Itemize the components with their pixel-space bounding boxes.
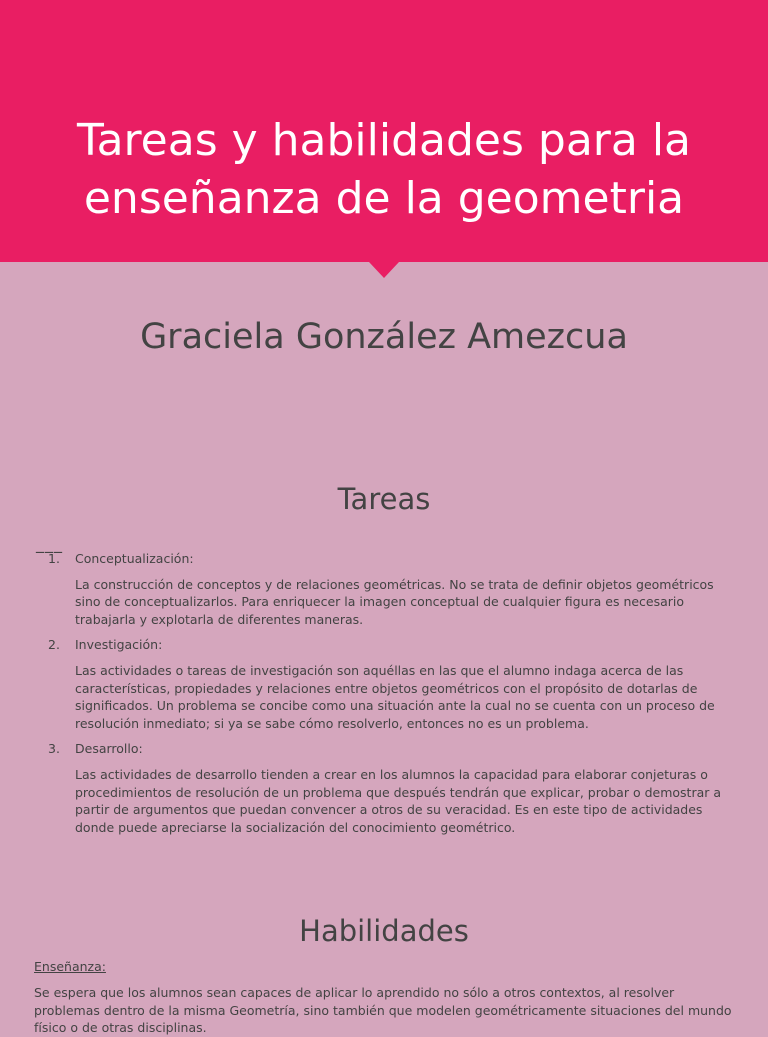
author-name: Graciela González Amezcua bbox=[140, 317, 628, 357]
list-number: 1. bbox=[48, 551, 60, 566]
list-item bbox=[48, 636, 738, 732]
list-number: 3. bbox=[48, 741, 60, 757]
habilidades-heading: Habilidades bbox=[299, 914, 469, 948]
page-title-line-2: enseñanza de la geometria bbox=[83, 173, 685, 224]
list-item-label: Investigación: bbox=[75, 637, 163, 653]
tareas-heading: Tareas bbox=[337, 482, 431, 516]
list-item bbox=[48, 550, 738, 628]
list-item-label: Desarrollo: bbox=[75, 741, 143, 757]
habilidades-intro: Enseñanza: bbox=[34, 959, 106, 974]
list-item-body: Las actividades de desarrollo tienden a crear en los alumnos la capacidad para elaborar conjeturas o procedimientos de resolución de un problema que después tendrán que explicar, probar o demostrar a partir de argumentos que puedan convencer a otros de su veracidad. Es en este tipo de actividades donde puede apreciarse la socialización del conocimiento geométrico. bbox=[75, 766, 722, 835]
page-title-line-1: Tareas y habilidades para la bbox=[76, 115, 692, 166]
tareas-list bbox=[48, 550, 738, 844]
title-banner bbox=[0, 0, 768, 262]
list-item-body: La construcción de conceptos y de relaciones geométricas. No se trata de definir objetos geométricos sino de conceptualizarlos. Para enriquecer la imagen conceptual de cualquier figura es necesario trabajarla y explotarla de diferentes maneras. bbox=[75, 576, 714, 627]
list-number: 2. bbox=[48, 637, 60, 653]
section-rule: ___ bbox=[36, 534, 63, 553]
page-title bbox=[0, 112, 768, 228]
list-item-body: Las actividades o tareas de investigación son aquéllas en las que el alumno indaga acerca de las características, propiedades y relaciones entre objetos geométricos con el propósito de dotarlas de significados. Un problema se concibe como una situación ante la cual no se cuenta con un proceso de resolución inmediato; si ya se sabe cómo resolverlo, entonces no es un problema. bbox=[75, 662, 715, 731]
banner-pointer bbox=[369, 262, 399, 278]
list-item bbox=[48, 740, 738, 836]
list-item-label: Conceptualización: bbox=[75, 551, 194, 566]
habilidades-body: Se espera que los alumnos sean capaces de aplicar lo aprendido no sólo a otros contextos, al resolver problemas dentro de la misma Geometría, sino también que modelen geométricamente situaciones del mundo físico o de otras disciplinas. bbox=[34, 985, 732, 1036]
